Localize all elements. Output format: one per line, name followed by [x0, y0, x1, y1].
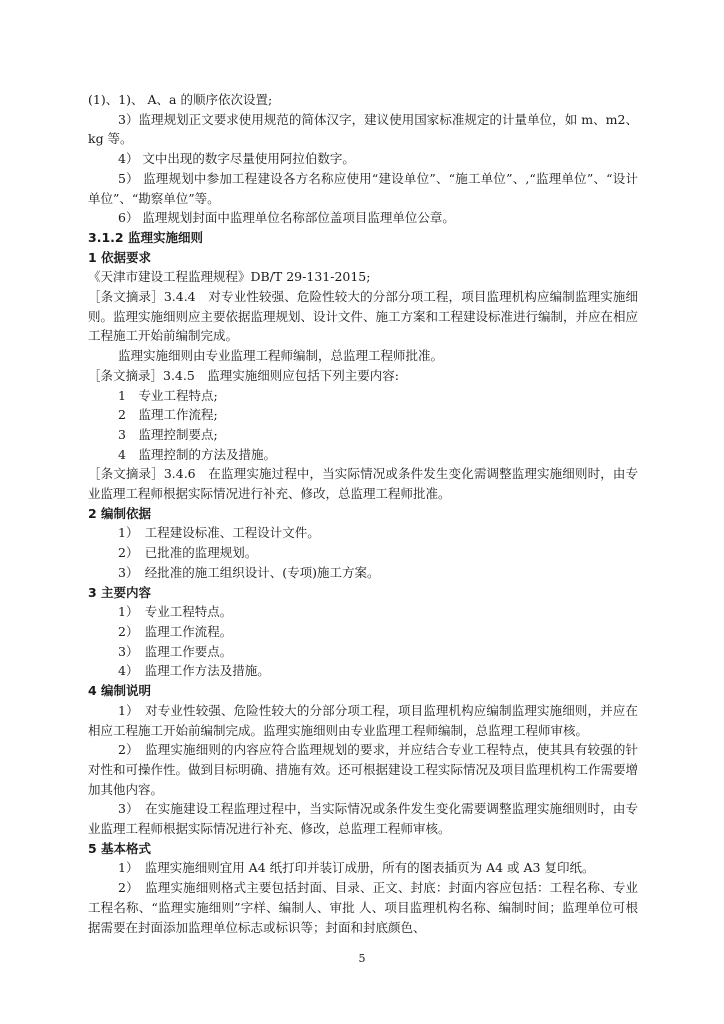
subheading-basic-format: 5 基本格式: [88, 840, 152, 856]
list-order-text: (1)、1)、 A、a 的顺序依次设置;: [88, 92, 273, 107]
content-item-1: 1） 专业工程特点。: [118, 604, 233, 620]
clause-excerpt-3-4-4: ［条文摘录］3.4.4 对专业性较强、危险性较大的分部分项工程，项目监理机构应编制监理实施细则。监理实施细则应主要依据监理规划、设计文件、施工方案和工程建设标准进行编制，并应在相应工程施工开始前编制完成。: [88, 289, 639, 344]
notes-item-3: 3） 在实施建设工程监理过程中，当实际情况或条件发生变化需要调整监理实施细则时，由专业监理工程师根据实际情况进行补充、修改，总监理工程师审核。: [88, 801, 638, 837]
subheading-basis-requirements: 1 依据要求: [88, 249, 152, 265]
clause-note: 监理实施细则由专业监理工程师编制，总监理工程师批准。: [118, 348, 444, 364]
notes-item-2: 2） 监理实施细则的内容应符合监理规划的要求，并应结合专业工程特点，使其具有较强的针对性和可操作性。做到目标明确、措施有效。还可根据建设工程实际情况及项目监理机构工作需要增加其他内容。: [88, 742, 639, 797]
basis-item-2: 2） 已批准的监理规划。: [118, 545, 258, 561]
regulation-reference: 《天津市建设工程监理规程》DB/T 29-131-2015;: [88, 269, 371, 285]
clause-excerpt-3-4-5: ［条文摘录］3.4.5 监理实施细则应包括下列主要内容:: [88, 367, 400, 383]
basis-item-3: 3） 经批准的施工组织设计、(专项)施工方案。: [118, 564, 380, 580]
paragraph-item-3: 3）监理规划正文要求使用规范的简体汉字，建议使用国家标准规定的计量单位，如 m、m2、kg 等。: [88, 111, 638, 147]
clause-list-item-1: 1 专业工程特点;: [118, 387, 218, 403]
content-item-4: 4） 监理工作方法及措施。: [118, 663, 270, 679]
format-item-1: 1） 监理实施细则宜用 A4 纸打印并装订成册，所有的图表插页为 A4 或 A3 复印纸。: [118, 860, 595, 876]
page-body: [88, 90, 638, 937]
clause-excerpt-3-4-6: ［条文摘录］3.4.6 在监理实施过程中，当实际情况或条件发生变化需调整监理实施细则时，由专业监理工程师根据实际情况进行补充、修改，总监理工程师批准。: [88, 466, 638, 502]
clause-list-item-3: 3 监理控制要点;: [118, 426, 218, 442]
subheading-compilation-basis: 2 编制依据: [88, 505, 152, 521]
format-item-2: 2） 监理实施细则格式主要包括封面、目录、正文、封底：封面内容应包括：工程名称、专业工程名称、“监理实施细则”字样、编制人、审批 人、项目监理机构名称、编制时间；监理单位可根据需要在封面添加监理单位标志或标识等；封面和封底颜色、: [88, 880, 638, 935]
content-item-2: 2） 监理工作流程。: [118, 623, 233, 639]
paragraph-item-4: 4） 文中出现的数字尽量使用阿拉伯数字。: [118, 151, 355, 167]
section-heading-3-1-2: 3.1.2 监理实施细则: [88, 229, 203, 245]
notes-item-1: 1） 对专业性较强、危险性较大的分部分项工程，项目监理机构应编制监理实施细则，并应在相应工程施工开始前编制完成。监理实施细则由专业监理工程师编制，总监理工程师审核。: [88, 702, 638, 738]
subheading-compilation-notes: 4 编制说明: [88, 683, 152, 699]
paragraph-item-6: 6） 监理规划封面中监理单位名称部位盖项目监理单位公章。: [118, 210, 455, 226]
subheading-main-content: 3 主要内容: [88, 584, 152, 600]
clause-list-item-2: 2 监理工作流程;: [118, 407, 218, 423]
page-number: 5: [358, 952, 366, 965]
content-item-3: 3） 监理工作要点。: [118, 643, 233, 659]
basis-item-1: 1） 工程建设标准、工程设计文件。: [118, 525, 320, 541]
clause-list-item-4: 4 监理控制的方法及措施。: [118, 446, 276, 462]
paragraph-item-5: 5） 监理规划中参加工程建设各方名称应使用“建设单位”、“施工单位”、,“监理单位”、“设计单位”、“勘察单位”等。: [88, 170, 638, 206]
